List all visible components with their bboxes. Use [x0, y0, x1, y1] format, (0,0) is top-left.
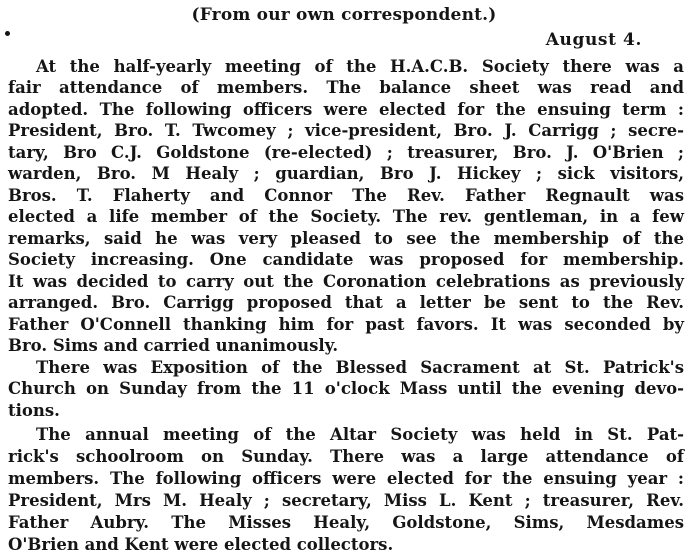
text-line: Church on Sunday from the 11 o'clock Mass until the evening devo-: [8, 379, 684, 398]
text-line: Father Aubry. The Misses Healy, Goldstone, Sims, Mesdames: [8, 513, 684, 532]
text-line: tary, Bro C.J. Goldstone (re-elected) ; treasurer, Bro. J. O'Brien ;: [8, 143, 684, 162]
text-line: adopted. The following officers were elected for the ensuing term :: [8, 100, 684, 119]
article-heading: (From our own correspondent.): [191, 5, 497, 25]
print-speck: [5, 31, 10, 36]
text-line: fair attendance of members. The balance sheet was read and: [8, 78, 684, 97]
text-line: arranged. Bro. Carrigg proposed that a letter be sent to the Rev.: [8, 293, 684, 312]
text-line: President, Mrs M. Healy ; secretary, Miss L. Kent ; treasurer, Rev.: [8, 491, 684, 510]
text-line: warden, Bro. M Healy ; guardian, Bro J. Hickey ; sick visitors,: [8, 164, 684, 183]
text-line: remarks, said he was very pleased to see the membership of the: [8, 229, 684, 248]
text-line: Bro. Sims and carried unanimously.: [8, 336, 339, 355]
text-line: rick's schoolroom on Sunday. There was a large attendance of: [8, 447, 684, 466]
text-line: At the half-yearly meeting of the H.A.C.B. Society there was a: [36, 57, 684, 76]
text-line: Bros. T. Flaherty and Connor The Rev. Father Regnault was: [8, 186, 684, 205]
text-line: tions.: [8, 401, 60, 420]
text-line: Father O'Connell thanking him for past favors. It was seconded by: [8, 315, 684, 334]
text-line: There was Exposition of the Blessed Sacrament at St. Patrick's: [36, 358, 684, 377]
text-line: elected a life member of the Society. The rev. gentleman, in a few: [8, 207, 684, 226]
text-line: President, Bro. T. Twcomey ; vice-president, Bro. J. Carrigg ; secre-: [8, 121, 684, 140]
text-line: Society increasing. One candidate was proposed for membership.: [8, 250, 684, 269]
article-dateline: August 4.: [545, 30, 642, 50]
text-line: O'Brien and Kent were elected collectors.: [8, 535, 394, 554]
text-line: members. The following officers were elected for the ensuing year :: [8, 469, 684, 488]
text-line: It was decided to carry out the Coronation celebrations as previously: [8, 272, 684, 291]
text-line: The annual meeting of the Altar Society was held in St. Pat-: [36, 425, 684, 444]
